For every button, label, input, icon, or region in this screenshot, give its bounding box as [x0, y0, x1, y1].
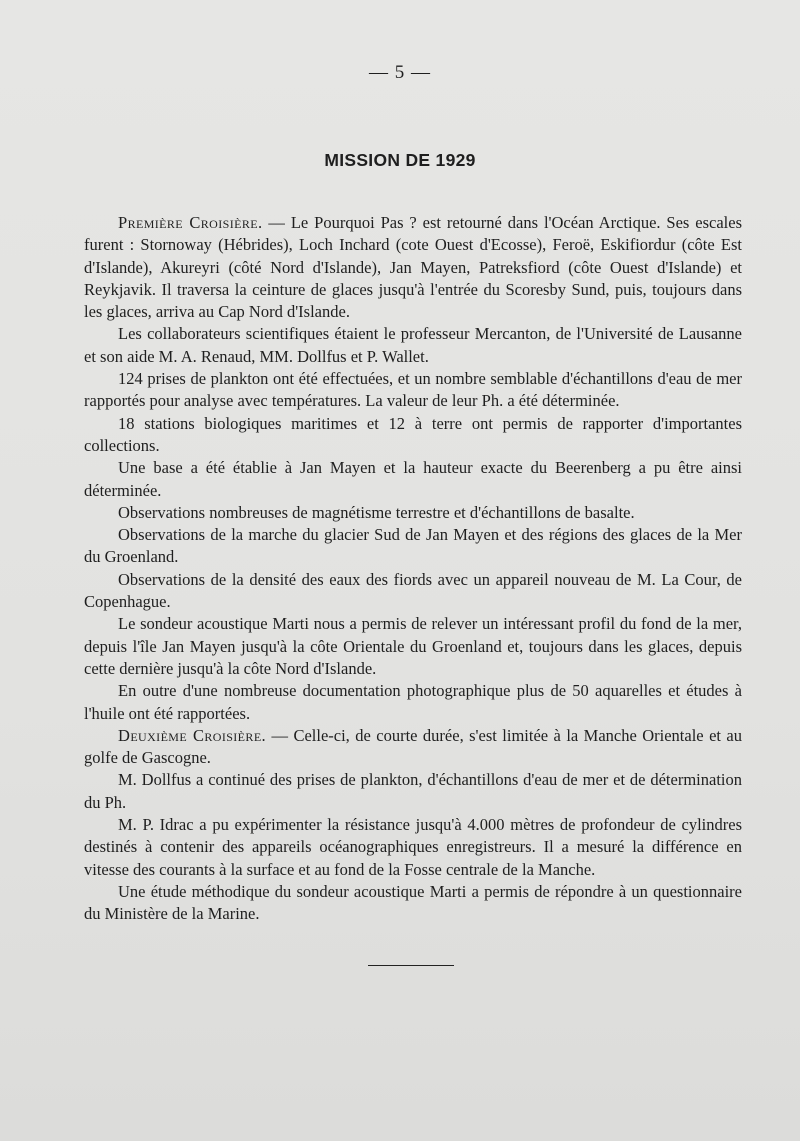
paragraph-text: — Le Pourquoi Pas ? est retourné dans l'Océan Arctique. Ses escales furent : Stornoway (Hébrides), Loch Inchard (cote Ouest d'Ecosse), Feroë, Eskifiordur (côte Est d'Islande), Akureyri (côté Nord d'Islande), Jan Mayen, Patreksfiord (côte Ouest d'Islande) et Reykjavik. Il traversa la ceinture de glaces jusqu'à l'entrée du Scoresby Sund, puis, toujours dans les glaces, arriva au Cap Nord d'Islande.	[84, 213, 742, 322]
paragraph: En outre d'une nombreuse documentation photographique plus de 50 aquarelles et études à l'huile ont été rapportées.	[84, 681, 742, 723]
paragraph: 124 prises de plankton ont été effectuées, et un nombre semblable d'échantillons d'eau de mer rapportés pour analyse avec températures. La valeur de leur Ph. a été déterminée.	[84, 369, 742, 411]
paragraph: Observations nombreuses de magnétisme terrestre et d'échantillons de basalte.	[118, 502, 635, 522]
body-text	[84, 212, 742, 926]
paragraph	[84, 725, 742, 770]
paragraph: Observations de la densité des eaux des fiords avec un appareil nouveau de M. La Cour, de Copenhague.	[84, 569, 742, 612]
page-title: MISSION DE 1929	[324, 150, 476, 170]
paragraph: Les collaborateurs scientifiques étaient le professeur Mercanton, de l'Université de Lausanne et son aide M. A. Renaud, MM. Dollfus et P. Wallet.	[84, 324, 742, 366]
paragraph: 18 stations biologiques maritimes et 12 à terre ont permis de rapporter d'importantes collections.	[84, 413, 742, 455]
paragraph: M. P. Idrac a pu expérimenter la résistance jusqu'à 4.000 mètres de profondeur de cylindres destinés à contenir des appareils océanographiques enregistreurs. Il a mesuré la différence en vitesse des courants à la surface et au fond de la Fosse centrale de la Manche.	[84, 815, 742, 879]
end-rule-divider	[368, 965, 454, 966]
section-lead: Deuxième Croisière.	[118, 725, 267, 745]
paragraph: Le sondeur acoustique Marti nous a permis de relever un intéressant profil du fond de la mer, depuis l'île Jan Mayen jusqu'à la côte Orientale du Groenland et, toujours dans les glaces, depuis cette dernière jusqu'à la côte Nord d'Islande.	[84, 614, 742, 678]
paragraph: Une base a été établie à Jan Mayen et la hauteur exacte du Beerenberg a pu être ainsi déterminée.	[84, 458, 742, 500]
section-lead: Première Croisière.	[118, 213, 263, 232]
page-number: — 5 —	[369, 62, 431, 83]
paragraph: Une étude méthodique du sondeur acoustique Marti a permis de répondre à un questionnaire du Ministère de la Marine.	[84, 881, 742, 924]
paragraph: Observations de la marche du glacier Sud de Jan Mayen et des régions des glaces de la Mer du Groenland.	[84, 525, 742, 567]
paragraph: M. Dollfus a continué des prises de plankton, d'échantillons d'eau de mer et de détermination du Ph.	[84, 770, 742, 812]
paragraph	[84, 212, 742, 323]
paragraph-text: — Celle-ci, de courte durée, s'est limitée à la Manche Orientale et au golfe de Gascogne.	[84, 725, 742, 768]
